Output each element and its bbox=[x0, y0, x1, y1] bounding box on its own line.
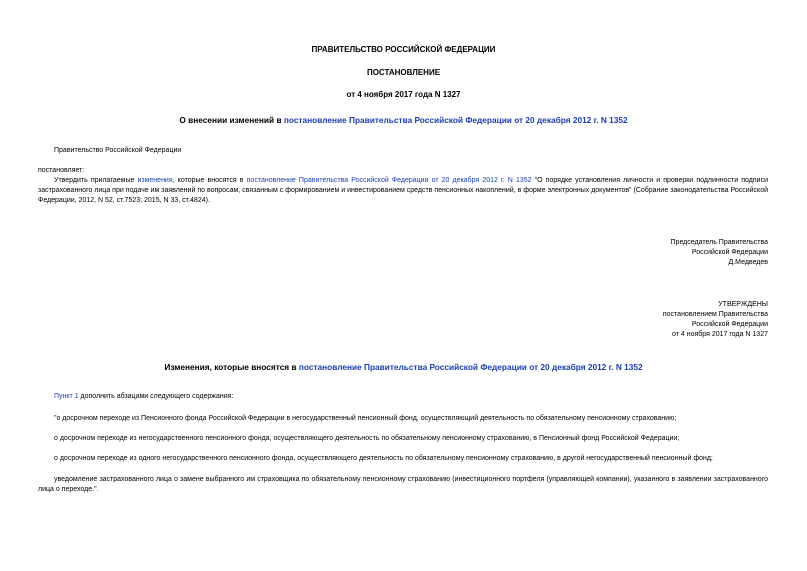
p1-decree-link[interactable]: постановление Правительства Российской Федерации от 20 декабря 2012 г. N 1352 bbox=[246, 177, 532, 184]
signature-line-2: Российской Федерации bbox=[691, 249, 768, 256]
p1-mid: , которые вносятся в bbox=[172, 177, 247, 184]
signature-name: Д.Медведев bbox=[728, 259, 768, 266]
p1-start: Утвердить прилагаемые bbox=[54, 177, 138, 184]
changes-intro-text: дополнить абзацами следующего содержания: bbox=[78, 393, 234, 400]
document-title bbox=[30, 115, 777, 125]
p1-changes-link[interactable]: изменения bbox=[137, 177, 173, 184]
approval-line-1: УТВЕРЖДЕНЫ bbox=[718, 301, 768, 308]
title-link[interactable]: постановление Правительства Российской Федерации от 20 декабря 2012 г. N 1352 bbox=[283, 115, 628, 125]
title-prefix: О внесении изменений в bbox=[179, 115, 284, 125]
approval-block bbox=[663, 300, 768, 340]
changes-intro bbox=[54, 393, 233, 400]
change-item-2: о досрочном переходе из негосударственного пенсионного фонда, осуществляющего деятельность по обязательному пенсионному страхованию, в Пенсионный фонд Российской Федерации; bbox=[54, 435, 680, 442]
change-item-3: о досрочном переходе из одного негосударственного пенсионного фонда, осуществляющего деятельность по обязательному пенсионному страхованию, в другой негосударственный пенсионный фонд; bbox=[54, 455, 713, 462]
signature-line-1: Председатель Правительства bbox=[670, 239, 768, 246]
decrees-text: постановляет: bbox=[38, 167, 85, 174]
document-type: ПОСТАНОВЛЕНИЕ bbox=[366, 68, 441, 77]
document-date-number: от 4 ноября 2017 года N 1327 bbox=[346, 90, 461, 99]
changes-title bbox=[30, 362, 777, 372]
changes-title-prefix: Изменения, которые вносятся в bbox=[164, 362, 299, 372]
signature-block bbox=[671, 238, 768, 268]
changes-title-link[interactable]: постановление Правительства Российской Федерации от 20 декабря 2012 г. N 1352 bbox=[298, 362, 643, 372]
change-item-4: уведомление застрахованного лица о замене выбранного им страховщика по обязательному пенсионному страхованию (инвестиционного портфеля (управляющей компании), указанного в заявлении застрахованного лица о переходе.". bbox=[38, 476, 768, 493]
change-item-1: "о досрочном переходе из Пенсионного фонда Российской Федерации в негосударственный пенсионный фонд, осуществляющий деятельность по обязательному пенсионному страхованию; bbox=[54, 415, 677, 422]
approval-line-4: от 4 ноября 2017 года N 1327 bbox=[672, 331, 768, 338]
approval-line-3: Российской Федерации bbox=[691, 321, 768, 328]
clause-1-link[interactable]: Пункт 1 bbox=[54, 393, 79, 400]
p1-mid2: "О порядке установления личности и проверки подлинности подписи застрахованного лица при подаче им заявлений по вопросам, связанным с формированием и инвестированием средств пенсионных накоплений, в форме электронных документов" (Собрание законодательства Российской Федерации, 2012, N 52, ст.7523; 2015, N 33, ст.4824). bbox=[38, 177, 768, 204]
government-heading: ПРАВИТЕЛЬСТВО РОССИЙСКОЙ ФЕДЕРАЦИИ bbox=[311, 45, 496, 54]
resolution-paragraph bbox=[38, 176, 768, 206]
issuer-text: Правительство Российской Федерации bbox=[54, 147, 182, 154]
approval-line-2: постановлением Правительства bbox=[662, 311, 768, 318]
